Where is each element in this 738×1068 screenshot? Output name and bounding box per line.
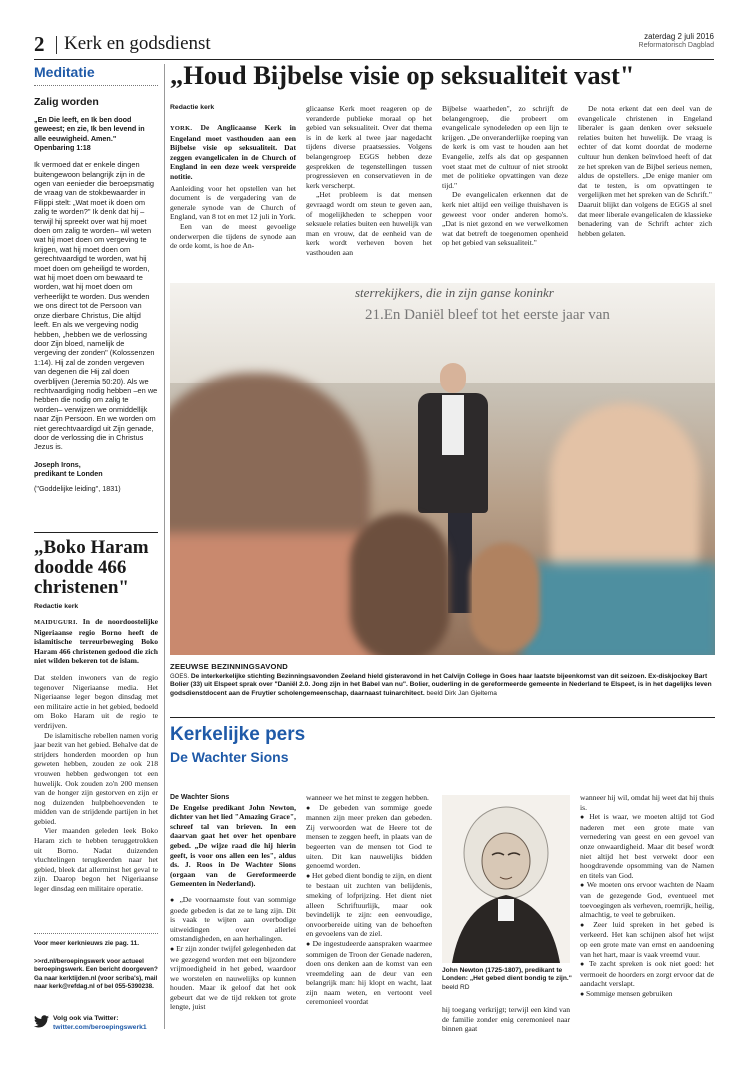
portrait-drawing [442, 795, 570, 963]
main-byline: Redactie kerk [170, 104, 215, 111]
speaker-shirt [442, 395, 464, 455]
event-photo [170, 283, 715, 655]
kerkpers-paragraph: wanneer we het minst te zeggen hebben. [306, 793, 429, 802]
speaker-legs [448, 513, 472, 613]
kerkpers-rubric: Kerkelijke pers [170, 724, 306, 745]
kerkpers-column-4 [580, 793, 714, 999]
kerkpers-paragraph: ● Zeer luid spreken in het gebed is verkeerd. Het kan schijnen alsof het wijst op een grote mate van ernst en aandoening van het hart, maar is vaak vreemd vuur. [580, 920, 714, 959]
boko-paragraph: De islamitische rebellen namen vorig jaar bezit van het gebied. Behalve dat de strijders honderden moorden op hun geweten hebben, zouden ze ook 218 vrouwen hebben gedwongen tot een huwelijk. Ook zouden zo'n 200 mensen van de honger zijn gestorven en zijn er nog duizenden hulpbehoevenden te midden van de strijdende partijen in het gebied. [34, 730, 158, 826]
header-publication: Reformatorisch Dagblad [638, 42, 714, 49]
audience-head [350, 513, 450, 655]
main-paragraph: glicaanse Kerk moet reageren op de veranderde publieke moraal op het gebied van seksualiteit. Over dat thema is in de kerk al twee jaar nagedacht tijdens diverse praatsessies. Volgens belangengroep EGGS hebben deze gesprekken de tegenstellingen tussen progressieven en conservatieven in de kerk verscherpt. [306, 104, 432, 190]
main-dateline: YORK. [170, 125, 193, 132]
column-rule [164, 64, 165, 1029]
boko-lead: In de noordoostelijke Nigeriaanse regio Borno heeft de islamitische terreurbeweging Boko Haram 466 christenen gedood die zich niet wilden bekeren tot de islam. [34, 617, 158, 666]
meditatie-divider [34, 85, 158, 86]
meditatie-quote: „En Die leeft, en Ik ben dood geweest; en zie, Ik ben levend in alle eeuwigheid. Amen." Openbaring 1:18 [34, 115, 145, 152]
meditatie-source: ("Goddelijke leiding", 1831) [34, 483, 121, 493]
main-column-4 [578, 104, 712, 238]
boko-dateline: MAIDUGURI. [34, 619, 78, 626]
kerkpers-paragraph: wanneer hij wil, omdat hij weet dat hij thuis is. [580, 793, 714, 812]
meditatie-body: Ik vermoed dat er enkele dingen buitengewoon belangrijk zijn in de ogen van eenieder die beroepsmatig de vraag van de stokbewaarder in Filippi stelt: „Wat moet ik doen om zalig te worden?" Ik denk dat hij –terwijl hij spreekt over wat hij moet doen om zalig te worden– wil weten wat hij moet doen om vergeving te krijgen, wat hij moet doen om gerechtvaardigd te worden, wat hij moet doen om geheiligd te worden, wat hij moet doen om bewaard te worden, wat hij moet doen om verheerlijkt te worden. Dus wenden we ons direct tot de Persoon van onze dierbare Christus, Die altijd leeft. En als we vergeving nodig hebben, „hebben we de verlossing door Zijn bloed, namelijk de vergeving der zonden" (Kolossenzen 1:14). Hij zal de zonden vergeven van degenen die Hij zal doen overblijven (Jeremia 50:20). Als we rechtvaardiging nodig hebben –en we hebben die nodig om zalig te worden– verwijzen we onmiddellijk naar Zijn Persoon. En we worden om niet gerechtvaardigd uit Zijn genade, door de verlossing die in Christus Jezus is. [34, 160, 158, 452]
header-date: zaterdag 2 juli 2016 [644, 32, 714, 41]
kerkpers-lead: De Engelse predikant John Newton, dichter van het lied "Amazing Grace", schreef tal van brieven. In een daarvan gaat het over het openbare gebed. „De wijze raad die hij hierin geeft, is voor ons allen een les", aldus ds. J. Roos in De Wachter Sions (orgaan van de Gereformeerde Gemeenten in Nederland). [170, 802, 296, 889]
meditatie-title: Zalig worden [34, 96, 99, 108]
photo-caption-text: De interkerkelijke stichting Bezinningsavonden Zeeland hield gisteravond in het Calvijn College in Goes haar laatste bijeenkomst van dit seizoen. Ex-diskjockey Bart Bolier (33) uit Elspeet sprak over "Daniël 2.0. Jong zijn in het Babel van nu". Bolier, ouderling in de gereformeerde gemeente in Nederland te Elspeet, is in het dagelijks leven godsdienstdocent aan de Fruytier scholengemeenschap, daarnaast tuinarchitect. [170, 673, 712, 697]
kerkpers-column-1 [170, 793, 296, 1012]
portrait-credit: beeld RD [442, 983, 470, 991]
main-paragraph: Aanleiding voor het opstellen van het document is de vergadering van de generale synode van de Church of England, van 8 tot en met 12 juli in York. [170, 183, 296, 222]
photo-caption-title: ZEEUWSE BEZINNINGSAVOND [170, 662, 288, 671]
boko-article [34, 538, 158, 894]
page-number: 2 [34, 32, 45, 56]
audience-head [470, 543, 540, 653]
boko-paragraph: Vier maanden geleden leek Boko Haram zich te hebben teruggetrokken uit Borno. Nadat duizenden vluchtelingen terugkeerden naar het gebied, bleek dat allerminst het geval te zijn. Daarop begon het Nigeriaanse leger dinsdag een militaire operatie. [34, 826, 158, 894]
main-paragraph: De evangelicalen erkennen dat de kerk niet altijd een veilige thuishaven is geweest voor onder anderen homo's. „Dat is niet gezond en we verwelkomen wat dat betreft de toegenomen openheid op het gebied van seksualiteit." [442, 190, 568, 248]
twitter-label: Volg ook via Twitter: [53, 1015, 119, 1022]
main-column-3 [442, 104, 568, 248]
screen-text-line-1: sterrekijkers, die in zijn ganse koninkr [355, 285, 554, 300]
boko-title: „Boko Haram doodde 466 christenen" [34, 537, 149, 598]
kerkpers-column-3 [442, 1005, 570, 1034]
promo-text: >>rd.nl/beroepingswerk voor actueel beroepingswerk. Een bericht doorgeven? Ga naar kerktijden.nl (voor scriba's), mail naar kerk@refdag.nl of bel 055-5390238. [34, 958, 158, 990]
twitter-link[interactable]: twitter.com/beroepingswerk1 [53, 1024, 147, 1031]
meditatie-rubric: Meditatie [34, 64, 95, 80]
kerkpers-paragraph: ● We moeten ons ervoor wachten de Naam van de gezegende God, eventueel met toevoegingen als verheven, roemrijk, heilig, almachtig, te veel te gebruiken. [580, 880, 714, 919]
main-paragraph: Een van de meest gevoelige onderwerpen die tijdens de synode aan de orde komt, is hoe de An- [170, 221, 296, 251]
speaker-head [440, 363, 466, 393]
kerkpers-top-rule [170, 717, 715, 718]
section-title: Kerk en godsdienst [64, 33, 211, 54]
boko-top-rule [34, 532, 158, 533]
boko-body [34, 617, 158, 894]
kerkpers-paragraph: ● Te zacht spreken is ook niet goed: het vermoeit de hoorders en zorgt ervoor dat de aandacht verslapt. [580, 959, 714, 989]
kerkpers-subtitle: De Wachter Sions [170, 749, 289, 765]
twitter-icon [34, 1015, 49, 1028]
photo-caption-place: GOES. [170, 674, 190, 680]
page-header [34, 30, 714, 60]
more-news-note: Voor meer kerknieuws zie pag. 11. [34, 940, 140, 947]
boko-byline: Redactie kerk [34, 603, 79, 610]
header-divider [56, 36, 57, 54]
kerkpers-column-2 [306, 793, 432, 1007]
main-paragraph: „Het probleem is dat mensen gevraagd wordt om steun te geven aan, of mogelijkheden te scheppen voor seksuele relaties buiten een huwelijk van man en vrouw, dat de eenheid van de kerk wordt verheven boven het vasthouden aan [306, 190, 432, 257]
meditatie-author: Joseph Irons, [34, 459, 81, 469]
main-column-2 [306, 104, 432, 258]
main-paragraph: De nota erkent dat een deel van de evangelicale christenen in Engeland liberaler is gaan denken over seksuele relaties buiten het huwelijk. De vraag is echter of dat komt doordat de moderne cultuur hun denken beïnvloed heeft of dat ze het spreken van de Bijbel serieus nemen, aldus de opstellers. „De enige manier om dat te testen, is om opvattingen te vergelijken met het spreken van de Schrift." Daaruit blijkt dan volgens de EGGS al snel dat meer liberale evangelicalen de klassieke benadering van de Schrift achter zich hebben gelaten. [578, 104, 712, 238]
boko-divider [34, 933, 158, 934]
audience-shoulder [520, 563, 715, 655]
meditatie-column [34, 64, 158, 493]
screen-text-line-2: 21.En Daniël bleef tot het eerste jaar van [365, 307, 610, 323]
kerkpers-paragraph: hij toegang verkrijgt; terwijl een kind van de familie zonder enig ceremonieel naar binnen gaat [442, 1005, 570, 1034]
kerkpers-paragraph: ● Er zijn zonder twijfel gelegenheden dat we gezegend worden met een bijzondere vrijmoedigheid in het gebed, waardoor we worstelen en nauwelijks op kunnen houden. Maar ik geloof dat het ook gebeurt dat we de tijd rekken tot grote lengte, juist [170, 944, 296, 1012]
photo-caption [170, 673, 715, 698]
kerkpers-paragraph: ● De ingestudeerde aanspraken waarmee sommigen de Troon der Genade naderen, doen ons denken aan de komst van een vreemdeling aan de deur van een belangrijk man: hij klopt en wacht, laat zijn naam weten, en vertoont veel ceremonieel voordat [306, 939, 432, 1007]
main-lead: De Anglicaanse Kerk in Engeland moet vasthouden aan een Bijbelse visie op seksualiteit. Dat zeggen evangelicalen in de Church of England in een deze week verspreide notitie. [170, 123, 296, 181]
newton-portrait [442, 795, 570, 963]
twitter-promo[interactable] [34, 1013, 164, 1035]
boko-paragraph: Dat stelden inwoners van de regio tegenover Nigeriaanse media. Het Nigeriaanse leger begon dinsdag met een militaire actie in het gebied, bedoeld om Boko Haram uit de regio te verdrijven. [34, 672, 158, 730]
meditatie-author-role: predikant te Londen [34, 468, 103, 478]
photo-credit: beeld Dirk Jan Gjeltema [426, 689, 497, 697]
kerkpers-paragraph: ● Het gebed dient bondig te zijn, en dient te bestaan uit zuchten van belijdenis, smeking of lofprijzing. Het dient niet alleen Schriftuurlijk, maar ook bevindelijk te zijn: een eenvoudige, onvoorbereide uiting van de behoeften en gevoelens van de ziel. [306, 871, 432, 939]
main-column-1 [170, 123, 296, 251]
kerkpers-paragraph: ● Sommige mensen gebruiken [580, 989, 714, 1000]
main-paragraph: Bijbelse waarheden", zo schrijft de belangengroep, die probeert om evangelicale synodeleden op een lijn te krijgen. „De onveranderlijke roeping van de kerk is om vast te houden aan het Evangelie, zelfs als dat op gespannen voet staat met de cultuur of niet strookt met de politieke opvattingen van deze tijd." [442, 104, 568, 190]
portrait-caption-text: John Newton (1725-1807), predikant te Londen: „Het gebed dient bondig te zijn." [442, 967, 572, 983]
kerkpers-paragraph: ● De gebeden van sommige goede mannen zijn meer preken dan gebeden. Zij verwoorden wat de Heere tot de mensen te zeggen heeft, in plaats van de begeerten van de mensen tot God te uiten. Dit kan nauwelijks bidden genoemd worden. [306, 803, 432, 871]
kerkpers-paragraph: ● „De voornaamste fout van sommige goede gebeden is dat ze te lang zijn. Dit is vaak te wijten aan overbodige uitweidingen over allerlei omstandigheden, en aan herhalingen. [170, 895, 296, 944]
kerkpers-source-label: De Wachter Sions [170, 794, 230, 801]
main-headline: „Houd Bijbelse visie op seksualiteit vast" [170, 60, 635, 90]
kerkpers-paragraph: ● Het is waar, we moeten altijd tot God naderen met een grote mate van vernedering van geest en een gevoel van onze onwaardigheid. Maar dit besef wordt niet altijd het best verwekt door een hoogdravende opsomming van de Namen en titels van God. [580, 812, 714, 880]
portrait-caption [442, 967, 572, 992]
